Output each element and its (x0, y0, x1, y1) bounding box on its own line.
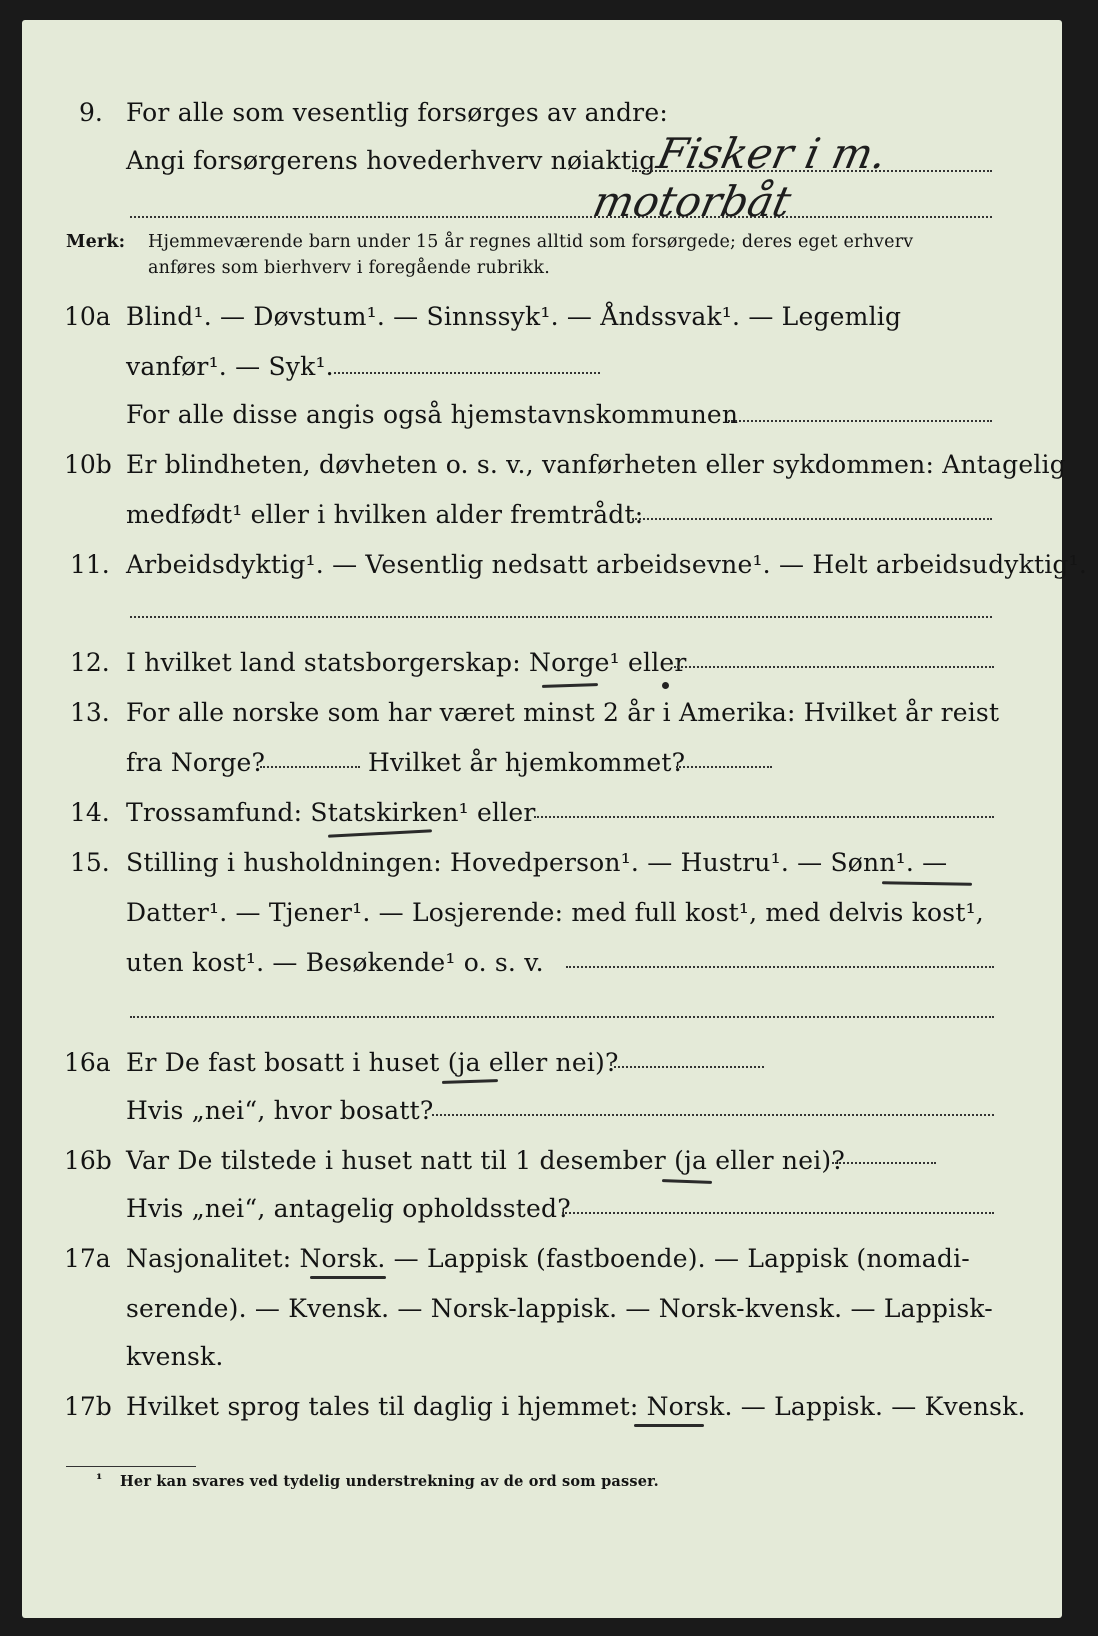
question-13-line-2b: Hvilket år hjemkommet? (368, 748, 686, 777)
question-number-16a: 16a (64, 1048, 111, 1077)
question-9-line-1: For alle som vesentlig forsørges av andre: (126, 98, 668, 127)
answer-line (562, 1212, 994, 1214)
question-number-10a: 10a (64, 302, 111, 331)
answer-line (676, 766, 772, 768)
question-number-17b: 17b (64, 1392, 112, 1421)
answer-line (728, 420, 992, 422)
census-form-page (22, 20, 1087, 1618)
note-line-2: anføres som bierhverv i foregående rubrikk. (148, 258, 550, 278)
question-15-line-2: Datter¹. — Tjener¹. — Losjerende: med full kost¹, med delvis kost¹, (126, 898, 984, 927)
answer-line (130, 1016, 994, 1018)
underline-norsk-2 (634, 1424, 704, 1427)
answer-line (130, 616, 992, 618)
question-number-16b: 16b (64, 1146, 112, 1175)
question-11-line-1: Arbeidsdyktig¹. — Vesentlig nedsatt arbeidsevne¹. — Helt arbeidsudyktig¹. (126, 550, 1087, 579)
question-17b-line-1: Hvilket sprog tales til daglig i hjemmet: Norsk. — Lappisk. — Kvensk. (126, 1392, 1026, 1421)
question-number-17a: 17a (64, 1244, 111, 1273)
question-12-line-1: I hvilket land statsborgerskap: Norge¹ eller (126, 648, 687, 677)
question-number-14: 14. (70, 798, 110, 827)
ink-dot (662, 682, 669, 689)
note-line-1: Hjemmeværende barn under 15 år regnes alltid som forsørgede; deres eget erhverv (148, 232, 914, 252)
underline-norge (542, 683, 598, 688)
question-16b-line-1: Var De tilstede i huset natt til 1 desember (ja eller nei)? (126, 1146, 845, 1175)
question-10b-line-2: medfødt¹ eller i hvilken alder fremtrådt: (126, 500, 644, 529)
question-13-line-2a: fra Norge? (126, 748, 266, 777)
answer-line (432, 1114, 994, 1116)
answer-line (674, 666, 994, 668)
question-number-9: 9. (79, 98, 103, 127)
question-16b-line-2: Hvis „nei“, antagelig opholdssted? (126, 1194, 571, 1223)
footnote-rule (66, 1466, 196, 1467)
question-15-line-1: Stilling i husholdningen: Hovedperson¹. — Hustru¹. — Sønn¹. — (126, 848, 948, 877)
question-number-13: 13. (70, 698, 110, 727)
note-label: Merk: (66, 232, 126, 252)
question-13-line-1: For alle norske som har været minst 2 år i Amerika: Hvilket år reist (126, 698, 1000, 727)
question-17a-line-1: Nasjonalitet: Norsk. — Lappisk (fastboende). — Lappisk (nomadi- (126, 1244, 970, 1273)
question-10b-line-1: Er blindheten, døvheten o. s. v., vanførheten eller sykdommen: Antagelig (126, 450, 1066, 479)
question-10a-line-1: Blind¹. — Døvstum¹. — Sinnssyk¹. — Åndssvak¹. — Legemlig (126, 302, 902, 331)
answer-line (534, 816, 994, 818)
underline-ja (442, 1079, 498, 1084)
question-17a-line-2: serende). — Kvensk. — Norsk-lappisk. — Norsk-kvensk. — Lappisk- (126, 1294, 993, 1323)
answer-line (260, 766, 360, 768)
question-15-line-3: uten kost¹. — Besøkende¹ o. s. v. (126, 948, 544, 977)
question-10a-line-3: For alle disse angis også hjemstavnskommunen (126, 400, 739, 429)
question-10a-line-2: vanfør¹. — Syk¹. (126, 352, 334, 381)
question-number-15: 15. (70, 848, 110, 877)
underline-ja-2 (662, 1179, 712, 1184)
question-14-line-1: Trossamfund: Statskirken¹ eller (126, 798, 536, 827)
answer-line (832, 1162, 936, 1164)
footnote-text: Her kan svares ved tydelig understrekning av de ord som passer. (120, 1473, 659, 1490)
answer-line (566, 966, 994, 968)
question-number-12: 12. (70, 648, 110, 677)
question-16a-line-2: Hvis „nei“, hvor bosatt? (126, 1096, 434, 1125)
underline-norsk (310, 1276, 386, 1279)
question-17a-line-3: kvensk. (126, 1342, 224, 1371)
footnote-marker: ¹ (96, 1471, 103, 1488)
underline-statskirken (328, 829, 432, 837)
answer-line (130, 216, 992, 218)
handwritten-answer-occupation: Fisker i m. (652, 129, 892, 178)
question-9-line-2: Angi forsørgerens hovederhverv nøiaktig (126, 146, 656, 175)
underline-sonn (882, 881, 972, 886)
answer-line (614, 1066, 764, 1068)
handwritten-answer-occupation-2: motorbåt (588, 177, 796, 226)
answer-line (334, 372, 600, 374)
question-number-10b: 10b (64, 450, 112, 479)
question-number-11: 11. (70, 550, 110, 579)
question-16a-line-1: Er De fast bosatt i huset (ja eller nei)? (126, 1048, 619, 1077)
answer-line (632, 518, 992, 520)
